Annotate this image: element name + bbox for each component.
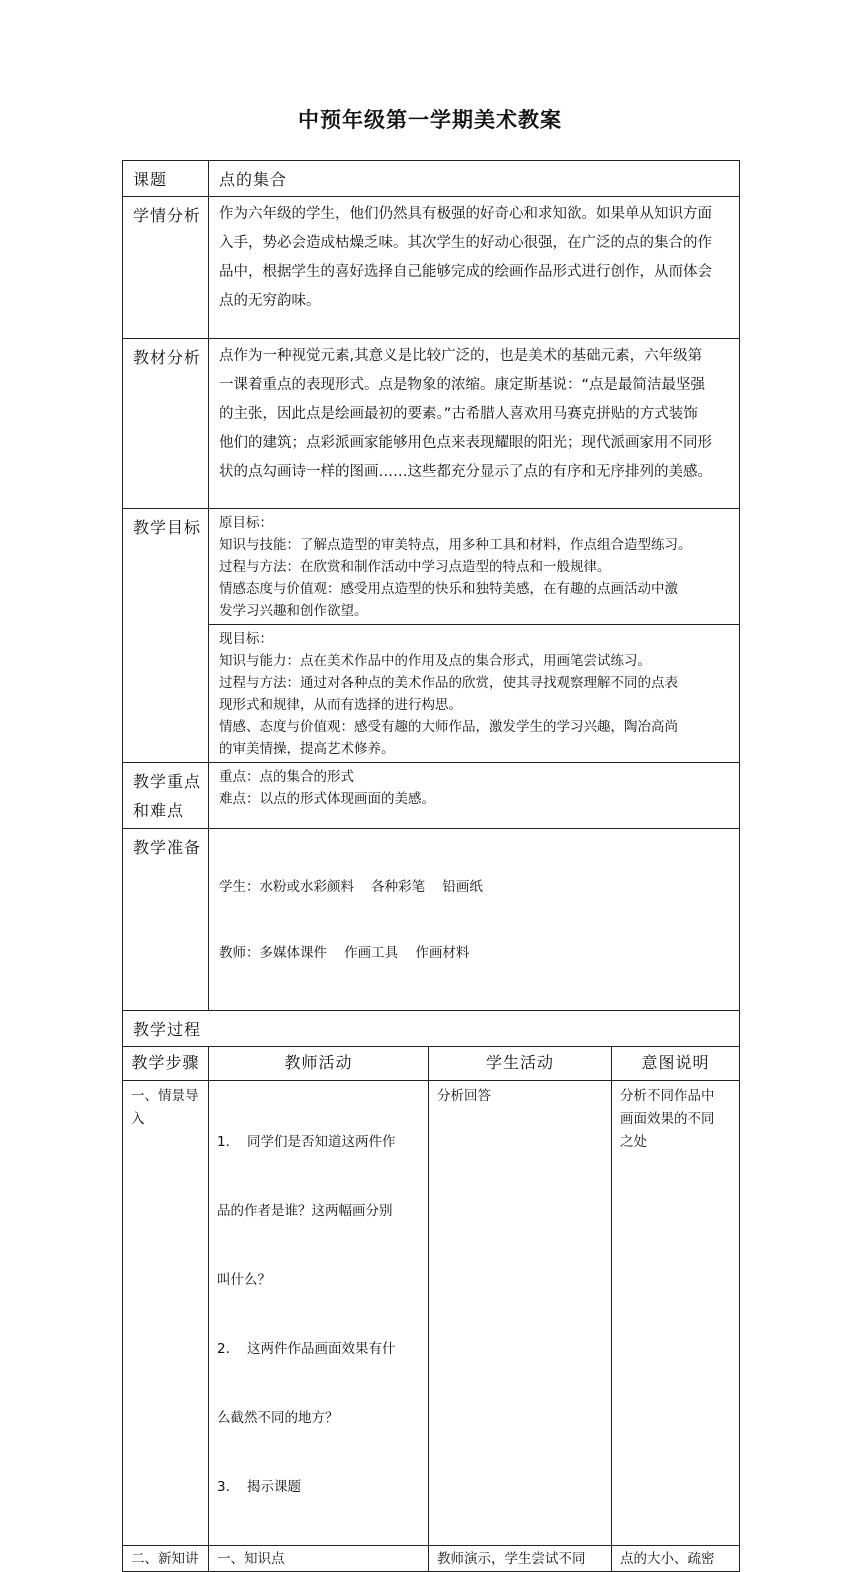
material-row — [123, 339, 740, 509]
situation-label: 学情分析 — [133, 206, 202, 225]
page-title: 中预年级第一学期美术教案 — [298, 108, 562, 132]
focus-line: 重点：点的集合的形式 — [219, 769, 354, 785]
goals-label-cell — [123, 509, 209, 763]
intent-line: 点的大小、疏密 — [620, 1551, 715, 1567]
process-row-1 — [123, 1081, 740, 1546]
goals-current-line: 现目标： — [219, 631, 273, 647]
material-label: 教材分析 — [133, 348, 202, 367]
material-line: 点作为一种视觉元素,其意义是比较广泛的，也是美术的基础元素，六年级第 — [219, 348, 703, 364]
teacher-line: 么截然不同的地方？ — [217, 1410, 339, 1426]
prep-label: 教学准备 — [133, 838, 202, 857]
teacher-line: 一、知识点 — [217, 1551, 285, 1567]
student-text — [429, 1081, 611, 1108]
situation-label-cell — [123, 197, 209, 339]
teacher-line: 叫什么？ — [217, 1272, 271, 1288]
student-text — [429, 1546, 611, 1571]
material-line: 的主张，因此点是绘画最初的要素。”古希腊人喜欢用马赛克拼贴的方式装饰 — [219, 406, 698, 422]
goals-original-cell — [209, 509, 740, 625]
topic-label: 课题 — [133, 170, 168, 189]
focus-label-line: 和难点 — [133, 801, 185, 820]
step-line: 一、情景导 — [131, 1088, 199, 1104]
step-cell — [123, 1081, 209, 1546]
goals-original-line: 情感态度与价值观：感受用点造型的快乐和独特美感，在有趣的点画活动中激 — [219, 581, 678, 597]
step-text — [123, 1081, 208, 1131]
focus-label-line: 教学重点 — [133, 772, 202, 791]
step-text — [123, 1546, 208, 1571]
student-line: 教师演示，学生尝试不同 — [437, 1551, 586, 1567]
student-cell — [429, 1081, 612, 1546]
goals-row-current — [123, 625, 740, 763]
header-cell-intent — [612, 1047, 740, 1081]
intent-cell — [612, 1081, 740, 1546]
intent-line: 画面效果的不同 — [620, 1111, 715, 1127]
teacher-cell — [209, 1081, 429, 1546]
focus-content-cell — [209, 763, 740, 829]
material-line: 状的点勾画诗一样的图画……这些都充分显示了点的有序和无序排列的美感。 — [219, 464, 712, 480]
prep-content-cell — [209, 829, 740, 1011]
prep-text — [209, 829, 739, 1010]
process-title-cell — [123, 1011, 740, 1047]
goals-original-line: 知识与技能：了解点造型的审美特点，用多种工具和材料，作点组合造型练习。 — [219, 537, 692, 553]
step-line: 二、新知讲 — [131, 1551, 199, 1567]
material-line: 他们的建筑；点彩派画家能够用色点来表现耀眼的阳光；现代派画家用不同形 — [219, 435, 712, 451]
student-line: 分析回答 — [437, 1088, 491, 1104]
situation-content-cell — [209, 197, 740, 339]
prep-row — [123, 829, 740, 1011]
goals-current-text — [209, 625, 739, 762]
header-cell-teacher — [209, 1047, 429, 1081]
student-cell — [429, 1546, 612, 1572]
goals-current-line: 现形式和规律，从而有选择的进行构思。 — [219, 697, 462, 713]
process-header-row — [123, 1047, 740, 1081]
goals-original-line: 原目标： — [219, 515, 273, 531]
goals-label: 教学目标 — [133, 518, 202, 537]
goals-current-line: 知识与能力：点在美术作品中的作用及点的集合形式，用画笔尝试练习。 — [219, 653, 651, 669]
focus-label-cell — [123, 763, 209, 829]
goals-original-line: 过程与方法：在欣赏和制作活动中学习点造型的特点和一般规律。 — [219, 559, 611, 575]
step-cell — [123, 1546, 209, 1572]
goals-current-line: 过程与方法：通过对各种点的美术作品的欣赏，使其寻找观察理解不同的点表 — [219, 675, 678, 691]
teacher-text — [209, 1546, 428, 1571]
focus-row — [123, 763, 740, 829]
intent-text — [612, 1081, 739, 1154]
prep-line: 学生：水粉或水彩颜料 各种彩笔 铅画纸 — [219, 879, 483, 895]
prep-line: 教师：多媒体课件 作画工具 作画材料 — [219, 945, 470, 961]
situation-line: 品中，根据学生的喜好选择自己能够完成的绘画作品形式进行创作，从而体会 — [219, 264, 712, 280]
topic-value: 点的集合 — [219, 170, 288, 189]
process-title-row — [123, 1011, 740, 1047]
intent-line: 分析不同作品中 — [620, 1088, 715, 1104]
material-line: 一课着重点的表现形式。点是物象的浓缩。康定斯基说：“点是最简洁最坚强 — [219, 377, 706, 393]
intent-cell — [612, 1546, 740, 1572]
situation-text — [209, 197, 739, 316]
header-cell-student — [429, 1047, 612, 1081]
goals-original-text — [209, 509, 739, 624]
intent-line: 之处 — [620, 1134, 647, 1150]
header-cell-step — [123, 1047, 209, 1081]
goals-row-original — [123, 509, 740, 625]
topic-value-cell — [209, 161, 740, 197]
teacher-line: 1. 同学们是否知道这两件作 — [217, 1134, 396, 1150]
intent-text — [612, 1546, 739, 1571]
process-label: 教学过程 — [133, 1020, 202, 1039]
material-content-cell — [209, 339, 740, 509]
teacher-line: 2. 这两件作品画面效果有什 — [217, 1341, 396, 1357]
material-text — [209, 339, 739, 487]
goals-current-cell — [209, 625, 740, 763]
process-row-2 — [123, 1546, 740, 1572]
step-line: 入 — [131, 1111, 145, 1127]
focus-line: 难点：以点的形式体现画面的美感。 — [219, 791, 435, 807]
focus-text — [209, 763, 739, 812]
teacher-line: 品的作者是谁？这两幅画分别 — [217, 1203, 393, 1219]
header-intent: 意图说明 — [641, 1053, 710, 1072]
goals-current-line: 情感、态度与价值观：感受有趣的大师作品，激发学生的学习兴趣，陶冶高尚 — [219, 719, 678, 735]
situation-row — [123, 197, 740, 339]
lesson-plan-table — [122, 160, 740, 1572]
header-teacher: 教师活动 — [284, 1053, 353, 1072]
situation-line: 点的无穷韵味。 — [219, 293, 321, 309]
focus-label — [123, 763, 208, 825]
material-label-cell — [123, 339, 209, 509]
teacher-text — [209, 1081, 428, 1545]
goals-original-line: 发学习兴趣和创作欲望。 — [219, 603, 368, 619]
situation-line: 作为六年级的学生，他们仍然具有极强的好奇心和求知欲。如果单从知识方面 — [219, 206, 712, 222]
header-step: 教学步骤 — [131, 1053, 200, 1072]
teacher-line: 3. 揭示课题 — [217, 1479, 302, 1495]
teacher-cell — [209, 1546, 429, 1572]
goals-current-line: 的审美情操，提高艺术修养。 — [219, 741, 395, 757]
prep-label-cell — [123, 829, 209, 1011]
topic-row — [123, 161, 740, 197]
header-student: 学生活动 — [485, 1053, 554, 1072]
topic-label-cell — [123, 161, 209, 197]
situation-line: 入手，势必会造成枯燥乏味。其次学生的好动心很强，在广泛的点的集合的作 — [219, 235, 712, 251]
